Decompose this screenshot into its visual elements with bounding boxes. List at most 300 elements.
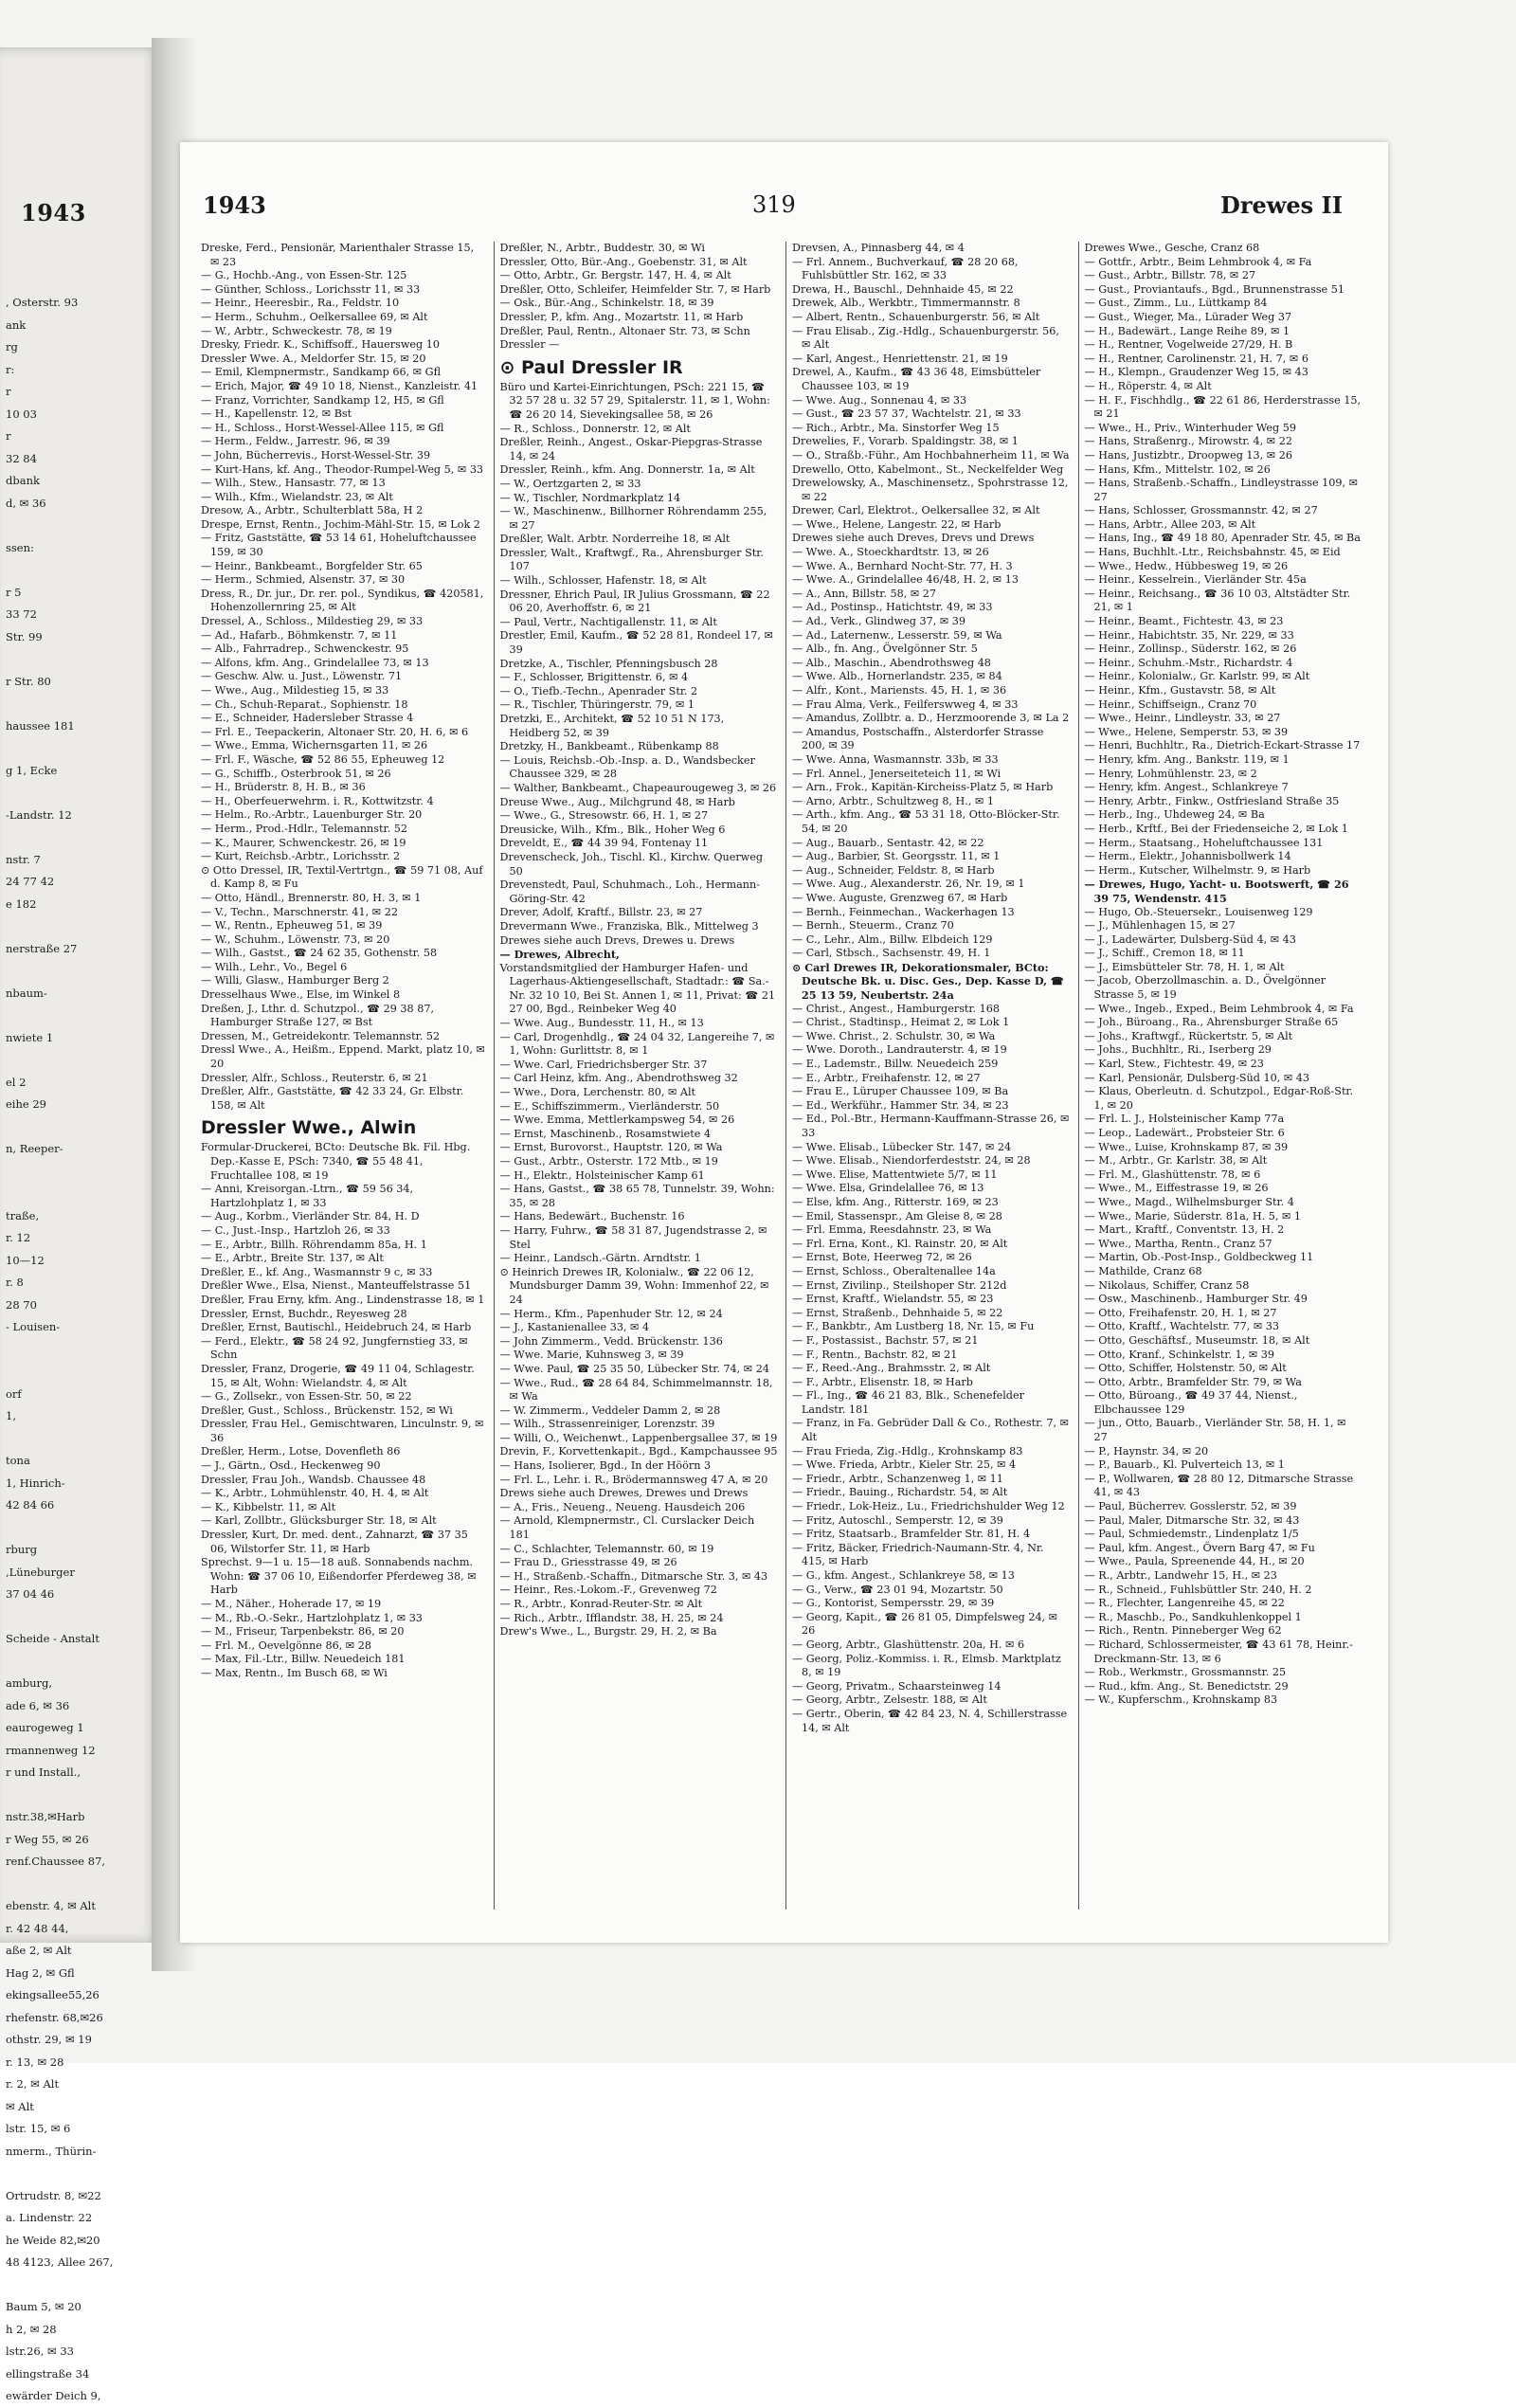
directory-entry: — R., Arbtr., Landwehr 15, H., ✉ 23 (1084, 1569, 1277, 1582)
directory-entry: Dresky, Friedr. K., Schiffsoff., Hauersweg 10 (201, 338, 440, 352)
directory-entry: — Herm., Prod.-Hdlr., Telemannstr. 52 (201, 822, 407, 835)
directory-entry: — Jacob, Oberzollmaschin. a. D., Övelgönner Strasse 5, ✉ 19 (1084, 974, 1326, 1002)
previous-page-line: 1, (6, 1409, 16, 1422)
directory-entry: — Rud., kfm. Ang., St. Benedictstr. 29 (1084, 1679, 1289, 1693)
directory-entry: Drespe, Ernst, Rentn., Jochim-Mähl-Str. 15, ✉ Lok 2 (201, 517, 480, 531)
directory-entry: — Osw., Maschinenb., Hamburger Str. 49 (1084, 1293, 1308, 1306)
previous-page-line: r. 13, ✉ 28 (6, 2055, 64, 2069)
directory-entry: — Ernst, Kraftf., Wielandstr. 55, ✉ 23 (792, 1293, 994, 1306)
previous-page-line: Str. 99 (6, 629, 43, 643)
directory-entry: Dreßler Wwe., Elsa, Nienst., Manteuffelstrasse 51 (201, 1279, 472, 1293)
directory-entry: Dreske, Ferd., Pensionär, Marienthaler Strasse 15, ✉ 23 (201, 242, 475, 268)
directory-entry: Drews siehe auch Drewes, Drewes und Drews (499, 1487, 749, 1500)
directory-entry: — Amandus, Zollbtr. a. D., Herzmoorende 3, ✉ La 2 (792, 712, 1070, 725)
directory-entry: — Hans, Gastst., ☎ 38 65 78, Tunnelstr. 39, Wohn: 35, ✉ 28 (499, 1183, 775, 1209)
directory-entry: — Wilh., Kfm., Wielandstr. 23, ✉ Alt (201, 490, 393, 503)
directory-entry: — W., Rentn., Epheuweg 51, ✉ 39 (201, 919, 383, 932)
directory-entry: — G., Kontorist, Sempersstr. 29, ✉ 39 (792, 1597, 995, 1610)
directory-entry: — G., Verw., ☎ 23 01 94, Mozartstr. 50 (792, 1583, 1003, 1596)
directory-entry: — Wwe. A., Stoeckhardtstr. 13, ✉ 26 (792, 546, 989, 559)
directory-entry: — A., Ann, Billstr. 58, ✉ 27 (792, 587, 937, 600)
directory-entry: — Frl. F., Wäsche, ☎ 52 86 55, Epheuweg 12 (201, 752, 445, 766)
directory-entry: — Klaus, Oberleutn. d. Schutzpol., Edgar-Roß-Str. 1, ✉ 20 (1084, 1085, 1354, 1112)
previous-page-text (6, 292, 157, 2408)
directory-entry: — Emil, Klempnermstr., Sandkamp 66, ✉ Gfl (201, 366, 442, 379)
previous-page-line (6, 1339, 157, 1362)
directory-entry: — E., Arbtr., Breite Str. 137, ✉ Alt (201, 1252, 384, 1265)
directory-entry: — P., Wollwaren, ☎ 28 80 12, Ditmarsche Strasse 41, ✉ 43 (1084, 1472, 1354, 1499)
directory-entry: — John Zimmerm., Vedd. Brückenstr. 136 (499, 1334, 723, 1348)
directory-entry: — Frl. L. J., Holsteinischer Kamp 77a (1084, 1113, 1285, 1126)
directory-entry: — F., Arbtr., Elisenstr. 18, ✉ Harb (792, 1375, 973, 1388)
directory-entry: — Wwe. Aug., Sonnenau 4, ✉ 33 (792, 393, 967, 407)
directory-entry: — Hugo, Ob.-Steuersekr., Louisenweg 129 (1084, 905, 1313, 918)
directory-entry: Dressler, Otto, Bür.-Ang., Goebenstr. 31, ✉ Alt (499, 255, 748, 268)
directory-entry: Dressler, Kurt, Dr. med. dent., Zahnarzt, ☎ 37 35 06, Wilstorfer Str. 11, ✉ Harb (201, 1529, 468, 1555)
previous-page-line (6, 693, 157, 715)
directory-entry: — Johs., Buchhltr., Ri., Iserberg 29 (1084, 1043, 1272, 1057)
directory-entry: ⊙ Carl Drewes IR, Dekorationsmaler, BCto: Deutsche Bk. u. Disc. Ges., Dep. Kasse D, ☎ 25 13 59, Neubertstr. 24a (792, 960, 1064, 1003)
directory-entry: Drewes Wwe., Gesche, Cranz 68 (1084, 242, 1260, 254)
directory-entry: Dressl Wwe., A., Heißm., Eppend. Markt, platz 10, ✉ 20 (201, 1043, 485, 1071)
directory-entry: — Wwe., Luise, Krohnskamp 87, ✉ 39 (1084, 1140, 1289, 1153)
directory-entry: — Wwe. A., Bernhard Nocht-Str. 77, H. 3 (792, 559, 1013, 572)
directory-entry: — H., Straßenb.-Schaffn., Ditmarsche Str. 3, ✉ 43 (499, 1569, 768, 1583)
directory-entry: — Paul, Vertr., Nachtigallenstr. 11, ✉ Alt (499, 615, 717, 628)
directory-entry: — W., Kupferschm., Krohnskamp 83 (1084, 1693, 1278, 1707)
directory-entry: — Herm., Kfm., Papenhuder Str. 12, ✉ 24 (499, 1307, 723, 1320)
directory-entry: — Herm., Schuhm., Oelkersallee 69, ✉ Alt (201, 310, 428, 323)
directory-entry: — V., Techn., Marschnerstr. 41, ✉ 22 (201, 905, 398, 918)
directory-entry: — Geschw. Alw. u. Just., Löwenstr. 71 (201, 670, 403, 683)
previous-page-line: - Louisen- (6, 1320, 61, 1333)
directory-entry: — Wwe. Marie, Kuhnsweg 3, ✉ 39 (499, 1349, 684, 1362)
directory-entry: — F., Schlosser, Brigittenstr. 6, ✉ 4 (499, 671, 689, 684)
directory-entry: — Frau Elisab., Zig.-Hdlg., Schauenburgerstr. 56, ✉ Alt (792, 324, 1059, 352)
directory-entry: — H., Brüderstr. 8, H. B., ✉ 36 (201, 781, 366, 794)
directory-entry: Dretzke, A., Tischler, Pfenningsbusch 28 (499, 657, 718, 670)
directory-entry: — Otto, Kranf., Schinkelstr. 1, ✉ 39 (1084, 1348, 1275, 1361)
directory-entry: — Wwe., Helene, Semperstr. 53, ✉ 39 (1084, 725, 1289, 738)
directory-columns (201, 242, 1363, 1910)
directory-entry: Drevin, F., Korvettenkapit., Bgd., Kampchaussee 95 (499, 1445, 778, 1458)
directory-entry: — Herm., Kutscher, Wilhelmstr. 9, ✉ Harb (1084, 863, 1311, 877)
directory-entry: — Frau D., Griesstrasse 49, ✉ 26 (499, 1556, 677, 1569)
directory-entry: — Frl. E., Teepackerin, Altonaer Str. 20, H. 6, ✉ 6 (201, 725, 469, 738)
directory-entry: — Hans, Arbtr., Allee 203, ✉ Alt (1084, 517, 1256, 531)
previous-page-line: n, Reeper- (6, 1142, 63, 1155)
directory-entry: — Wwe. Elsa, Grindelallee 76, ✉ 13 (792, 1182, 984, 1195)
directory-entry: Drever, Adolf, Kraftf., Billstr. 23, ✉ 27 (499, 906, 703, 919)
directory-entry: — Georg, Arbtr., Glashüttenstr. 20a, H. ✉ 6 (792, 1638, 1025, 1651)
previous-page-line: r Str. 80 (6, 674, 51, 688)
previous-page-line: r. 42 48 44, (6, 1921, 69, 1935)
directory-entry: Dressler Wwe., Alwin (201, 1117, 417, 1139)
previous-page-line (6, 2274, 157, 2297)
directory-entry: — F., Bankbtr., Am Lustberg 18, Nr. 15, ✉ Fu (792, 1320, 1035, 1333)
directory-entry: — Richard, Schlossermeister, ☎ 43 61 78, Heinr.-Dreckmann-Str. 13, ✉ 6 (1084, 1638, 1353, 1665)
page-number: 319 (752, 191, 796, 218)
previous-page-line: a. Lindenstr. 22 (6, 2211, 93, 2224)
directory-entry: — J., Kastanienallee 33, ✉ 4 (499, 1321, 650, 1334)
directory-entry: — Hans, Ing., ☎ 49 18 80, Apenrader Str. 45, ✉ Ba (1084, 532, 1361, 545)
directory-entry: Dreßler, Walt. Arbtr. Norderreihe 18, ✉ Alt (499, 533, 731, 546)
directory-entry: — F., Postassist., Bachstr. 57, ✉ 21 (792, 1333, 979, 1347)
directory-entry: Dreveldt, E., ☎ 44 39 94, Fontenay 11 (499, 837, 709, 850)
directory-entry: — Paul, Bücherrev. Gosslerstr. 52, ✉ 39 (1084, 1500, 1297, 1513)
directory-entry: — Aug., Bauarb., Sentastr. 42, ✉ 22 (792, 836, 984, 849)
directory-entry: — John, Bücherrevis., Horst-Wessel-Str. 39 (201, 448, 431, 462)
directory-entry: — Otto, Händl., Brennerstr. 80, H. 3, ✉ 1 (201, 891, 422, 904)
directory-entry: — Wwe., Heinr., Lindleystr. 33, ✉ 27 (1084, 712, 1281, 725)
directory-entry: — Rich., Arbtr., Ifflandstr. 38, H. 25, ✉ 24 (499, 1611, 724, 1624)
directory-entry: — Wwe. Auguste, Grenzweg 67, ✉ Harb (792, 891, 1008, 904)
previous-page-line: amburg, (6, 1676, 53, 1690)
directory-entry: Drewer, Carl, Elektrot., Oelkersallee 32, ✉ Alt (792, 504, 1040, 517)
directory-entry: — Max, Rentn., Im Busch 68, ✉ Wi (201, 1666, 388, 1679)
previous-page-line: ellingstraße 34 (6, 2366, 90, 2381)
directory-entry: — Alb., Maschin., Abendrothsweg 48 (792, 656, 991, 669)
directory-entry: — Karl, Zollbtr., Glücksburger Str. 18, ✉ Alt (201, 1514, 437, 1528)
directory-entry: — Wwe. Paul, ☎ 25 35 50, Lübecker Str. 74, ✉ 24 (499, 1362, 769, 1375)
directory-entry: — Wilh., Gastst., ☎ 24 62 35, Gothenstr. 58 (201, 947, 438, 960)
directory-entry: — H., Badewärt., Lange Reihe 89, ✉ 1 (1084, 324, 1290, 337)
previous-page-line: othstr. 29, ✉ 19 (6, 2033, 92, 2046)
directory-entry: — P., Haynstr. 34, ✉ 20 (1084, 1444, 1209, 1457)
previous-page-line: el 2 (6, 1075, 27, 1089)
previous-page-strip (0, 47, 161, 2402)
directory-entry: — M., Näher., Hoherade 17, ✉ 19 (201, 1598, 382, 1610)
directory-entry: Dressen, M., Getreidekontr. Telemannstr. 52 (201, 1029, 441, 1042)
directory-entry: — O., Tiefb.-Techn., Apenrader Str. 2 (499, 684, 698, 697)
directory-entry: Drewelowsky, A., Maschinensetz., Spohrstrasse 12, ✉ 22 (792, 477, 1069, 503)
directory-entry: — Frl. Emma, Reesdahnstr. 23, ✉ Wa (792, 1223, 992, 1237)
directory-entry: Drewa, H., Bauschl., Dehnhaide 45, ✉ 22 (792, 282, 1014, 296)
directory-entry: — Georg, Kapit., ☎ 26 81 05, Dimpfelsweg 24, ✉ 26 (792, 1610, 1058, 1638)
directory-entry: — Ad., Verk., Glindweg 37, ✉ 39 (792, 615, 966, 628)
directory-entry: Dreßler, Ernst, Bautischl., Heidebruch 24, ✉ Harb (201, 1321, 472, 1334)
directory-entry: — G., Zollsekr., von Essen-Str. 50, ✉ 22 (201, 1390, 412, 1403)
directory-entry: — Frau Alma, Verk., Feilferswweg 4, ✉ 33 (792, 697, 1019, 711)
directory-entry: — Wwe. Alb., Hornerlandstr. 235, ✉ 84 (792, 670, 1002, 683)
directory-entry: — Arth., kfm. Ang., ☎ 53 31 18, Otto-Blöcker-Str. 54, ✉ 20 (792, 808, 1060, 835)
previous-page-line: r. 8 (6, 1276, 24, 1289)
directory-page (180, 142, 1388, 1943)
directory-entry: Dressler, Walt., Kraftwgf., Ra., Ahrensburger Str. 107 (499, 546, 764, 573)
directory-entry: — Frau Frieda, Zig.-Hdlg., Krohnskamp 83 (792, 1444, 1023, 1457)
directory-entry: — Frl. Annem., Buchverkauf, ☎ 28 20 68, Fuhlsbüttler Str. 162, ✉ 33 (792, 255, 1019, 282)
previous-page-line (6, 960, 157, 983)
directory-entry: — J., Eimsbütteler Str. 78, H. 1, ✉ Alt (1084, 960, 1285, 973)
directory-column (201, 242, 486, 1910)
directory-entry: — Hans, Straßenrg., Mirowstr. 4, ✉ 22 (1084, 435, 1292, 448)
previous-page-line: e 182 (6, 896, 37, 911)
directory-entry: Dreßler, Herm., Lotse, Dovenfleth 86 (201, 1445, 401, 1458)
directory-entry: Dreßler, Gust., Schloss., Brückenstr. 152, ✉ Wi (201, 1403, 453, 1417)
directory-entry: — Wwe., Paula, Spreenende 44, H., ✉ 20 (1084, 1555, 1305, 1568)
directory-entry: — Heinr., Kolonialw., Gr. Karlstr. 99, ✉ Alt (1084, 670, 1310, 683)
directory-entry: Drewel, A., Kaufm., ☎ 43 36 48, Eimsbütteler Chaussee 103, ✉ 19 (792, 366, 1041, 392)
previous-page-line: r und Install., (6, 1765, 81, 1779)
directory-entry: — Gertr., Oberin, ☎ 42 84 23, N. 4, Schillerstrasse 14, ✉ Alt (792, 1707, 1068, 1734)
directory-entry: — Friedr., Lok-Heiz., Lu., Friedrichshulder Weg 12 (792, 1500, 1065, 1513)
directory-entry: — Aug., Barbier, St. Georgsstr. 11, ✉ 1 (792, 850, 1001, 863)
directory-entry: — Willi, Glasw., Hamburger Berg 2 (201, 974, 389, 987)
directory-entry: — Henry, Lohmühlenstr. 23, ✉ 2 (1084, 767, 1257, 780)
page-header (203, 191, 1363, 229)
directory-column (1078, 242, 1363, 1910)
directory-entry: Dressel, A., Schloss., Mildestieg 29, ✉ 33 (201, 615, 424, 628)
directory-entry: — Amandus, Postschaffn., Alsterdorfer Strasse 200, ✉ 39 (792, 725, 1044, 752)
directory-entry: — Arno, Arbtr., Schultzweg 8, H., ✉ 1 (792, 794, 995, 807)
directory-entry: — J., Ladewärter, Dulsberg-Süd 4, ✉ 43 (1084, 932, 1296, 946)
directory-entry: — Wwe., Marie, Süderstr. 81a, H. 5, ✉ 1 (1084, 1209, 1302, 1222)
directory-entry: — Alb., fn. Ang., Övelgönner Str. 5 (792, 643, 978, 656)
directory-entry: — J., Schiff., Cremon 18, ✉ 11 (1084, 947, 1245, 960)
directory-entry: — Wwe., Aug., Mildestieg 15, ✉ 33 (201, 684, 389, 697)
previous-page-line (6, 1161, 157, 1184)
directory-entry: — Drewes, Albrecht, (499, 948, 620, 962)
directory-entry: — R., Schloss., Donnerstr. 12, ✉ Alt (499, 422, 691, 435)
directory-entry: Dreßler, Reinh., Angest., Oskar-Piepgras-Strasse 14, ✉ 24 (499, 436, 763, 462)
previous-page-line (6, 1361, 157, 1384)
directory-entry: Dretzki, E., Architekt, ☎ 52 10 51 N 173, Heidberg 52, ✉ 39 (499, 713, 725, 739)
previous-page-line: rmannenweg 12 (6, 1743, 96, 1757)
previous-page-line: 32 84 (6, 451, 37, 465)
previous-page-line: h 2, ✉ 28 (6, 2322, 57, 2336)
directory-entry: — Heinr., Bankbeamt., Borgfelder Str. 65 (201, 559, 423, 572)
directory-entry: — Aug., Korbm., Vierländer Str. 84, H. D (201, 1210, 420, 1223)
previous-page-line (6, 915, 157, 938)
previous-page-line: r. 2, ✉ Alt (6, 2077, 60, 2091)
directory-entry: — Wwe. A., Grindelallee 46/48, H. 2, ✉ 13 (792, 573, 1019, 587)
directory-entry: Drew's Wwe., L., Burgstr. 29, H. 2, ✉ Ba (499, 1625, 717, 1639)
previous-page-line (6, 1784, 157, 1807)
directory-entry: — Wilh., Schlosser, Hafenstr. 18, ✉ Alt (499, 574, 707, 588)
directory-entry: — G., Schiffb., Osterbrook 51, ✉ 26 (201, 767, 391, 780)
directory-entry: — Otto, Arbtr., Bramfelder Str. 79, ✉ Wa (1084, 1375, 1302, 1388)
directory-entry: Dreßler, E., kf. Ang., Wasmannstr 9 c, ✉ 33 (201, 1265, 433, 1278)
directory-entry: — Wwe. Elisab., Lübecker Str. 147, ✉ 24 (792, 1140, 1012, 1153)
previous-page-line: lstr. 15, ✉ 6 (6, 2122, 71, 2135)
directory-entry: — Arnold, Klempnermstr., Cl. Curslacker Deich 181 (499, 1514, 755, 1542)
directory-entry: — Fritz, Gaststätte, ☎ 53 14 61, Hoheluftchaussee 159, ✉ 30 (201, 532, 477, 559)
directory-entry: — M., Friseur, Tarpenbekstr. 86, ✉ 20 (201, 1625, 405, 1639)
previous-page-line (6, 1183, 157, 1205)
directory-entry: Dresselhaus Wwe., Else, im Winkel 8 (201, 988, 401, 1002)
directory-entry: — Günther, Schloss., Lorichsstr 11, ✉ 33 (201, 282, 421, 296)
previous-page-line: 42 84 66 (6, 1498, 55, 1512)
directory-entry: — Helm., Ro.-Arbtr., Lauenburger Str. 20 (201, 808, 423, 822)
directory-entry: — Gust., Arbtr., Osterstr. 172 Mtb., ✉ 19 (499, 1155, 718, 1168)
directory-entry: — Wwe., Martha, Rentn., Cranz 57 (1084, 1237, 1272, 1250)
directory-entry: — Heinr., Zollinsp., Süderstr. 162, ✉ 26 (1084, 643, 1297, 656)
directory-column (785, 242, 1071, 1910)
directory-entry: — Otto, Büroang., ☎ 49 37 44, Nienst., Elbchaussee 129 (1084, 1389, 1298, 1416)
directory-entry: — Frl. Erna, Kont., Kl. Rainstr. 20, ✉ Alt (792, 1237, 1008, 1250)
directory-entry: — Else, kfm. Ang., Ritterstr. 169, ✉ 23 (792, 1195, 999, 1208)
directory-entry: ⊙ Heinrich Drewes IR, Kolonialw., ☎ 22 06 12, Mundsburger Damm 39, Wohn: Immenhof 22, ✉ 24 (499, 1265, 769, 1306)
directory-entry: — H., Rentner, Vogelweide 27/29, H. B (1084, 338, 1293, 352)
directory-entry: Dressler, Alfr., Schloss., Reuterstr. 6, ✉ 21 (201, 1071, 428, 1084)
directory-entry: — G., Hochb.-Ang., von Essen-Str. 125 (201, 269, 407, 282)
previous-page-year: 1943 (21, 199, 86, 226)
directory-entry: — Mart., Kraftf., Conventstr. 13, H. 2 (1084, 1223, 1285, 1237)
directory-entry: — E., Schneider, Hadersleber Strasse 4 (201, 712, 414, 725)
directory-entry: — E., Lademstr., Billw. Neuedeich 259 (792, 1058, 999, 1071)
previous-page-line: g 1, Ecke (6, 763, 58, 777)
directory-entry: — Nikolaus, Schiffer, Cranz 58 (1084, 1278, 1250, 1292)
directory-entry: — F., Reed.-Ang., Brahmsstr. 2, ✉ Alt (792, 1362, 991, 1375)
directory-entry: — Drewes, Hugo, Yacht- u. Bootswerft, ☎ 26 39 75, Wendenstr. 415 (1084, 878, 1349, 905)
directory-entry: Dreusicke, Wilh., Kfm., Blk., Hoher Weg 6 (499, 823, 726, 836)
directory-entry: — Ernst, Maschinenb., Rosamstwiete 4 (499, 1127, 712, 1140)
directory-entry: — Wilh., Stew., Hansastr. 77, ✉ 13 (201, 477, 386, 490)
header-year: 1943 (203, 191, 266, 219)
directory-entry: Dress, R., Dr. jur., Dr. rer. pol., Syndikus, ☎ 420581, Hohenzollernring 25, ✉ Alt (201, 587, 484, 614)
directory-entry: Dressler, Franz, Drogerie, ☎ 49 11 04, Schlagestr. 15, ✉ Alt, Wohn: Wielandstr. 4, ✉ Alt (201, 1362, 475, 1389)
directory-entry: — F., Rentn., Bachstr. 82, ✉ 21 (792, 1348, 958, 1361)
previous-page-line: Hag 2, ✉ Gfl (6, 1965, 75, 1980)
directory-entry: — R., Maschb., Po., Sandkuhlenkoppel 1 (1084, 1610, 1302, 1623)
directory-entry: Dressler, Frau Hel., Gemischtwaren, Linculnstr. 9, ✉ 36 (201, 1418, 484, 1444)
previous-page-line: nmerm., Thürin- (6, 2144, 97, 2158)
directory-entry: — R., Arbtr., Konrad-Reuter-Str. ✉ Alt (499, 1598, 703, 1610)
directory-entry: — Hans, Schlosser, Grossmannstr. 42, ✉ 27 (1084, 504, 1318, 517)
directory-entry: — Erich, Major, ☎ 49 10 18, Nienst., Kanzleistr. 41 (201, 379, 478, 392)
directory-entry: — Hans, Buchhlt.-Ltr., Reichsbahnstr. 45, ✉ Eid (1084, 546, 1341, 559)
previous-page-line (6, 1005, 157, 1027)
directory-entry: — Herm., Staatsang., Hoheluftchaussee 131 (1084, 836, 1324, 849)
directory-entry: — Frl. M., Glashüttenstr. 78, ✉ 6 (1084, 1168, 1261, 1181)
directory-entry: — M., Rb.-O.-Sekr., Hartzlohplatz 1, ✉ 33 (201, 1611, 423, 1624)
directory-entry: — Herb., Krftf., Bei der Friedenseiche 2, ✉ Lok 1 (1084, 822, 1348, 835)
directory-entry: — Fritz, Bäcker, Friedrich-Naumann-Str. 4, Nr. 415, ✉ Harb (792, 1541, 1044, 1568)
previous-page-line (6, 826, 157, 849)
directory-entry: — Ed., Pol.-Btr., Hermann-Kauffmann-Strasse 26, ✉ 33 (792, 1113, 1070, 1139)
directory-entry: — Karl, Angest., Henriettenstr. 21, ✉ 19 (792, 352, 1008, 365)
directory-entry: Dresow, A., Arbtr., Schulterblatt 58a, H 2 (201, 504, 424, 517)
directory-entry: — Martin, Ob.-Post-Insp., Goldbeckweg 11 (1084, 1251, 1314, 1264)
directory-entry: — H., Oberfeuerwehrm. i. R., Kottwitzstr. 4 (201, 794, 434, 807)
directory-entry: — Franz, in Fa. Gebrüder Dall & Co., Rothestr. 7, ✉ Alt (792, 1417, 1070, 1444)
directory-entry: — H. F., Fischhdlg., ☎ 22 61 86, Herderstrasse 15, ✉ 21 (1084, 393, 1362, 421)
directory-entry: — Ernst, Zivilinp., Steilshoper Str. 212d (792, 1278, 1007, 1292)
previous-page-line: nwiete 1 (6, 1030, 54, 1044)
directory-entry: — Otto, Schiffer, Holstenstr. 50, ✉ Alt (1084, 1362, 1287, 1375)
previous-page-line: nstr.38,✉Harb (6, 1810, 85, 1823)
directory-entry: — Alfr., Kont., Mariensts. 45, H. 1, ✉ 36 (792, 684, 1007, 697)
directory-entry: — Herm., Feldw., Jarrestr. 96, ✉ 39 (201, 435, 390, 448)
directory-entry: — Herm., Elektr., Johannisbollwerk 14 (1084, 850, 1291, 863)
previous-page-line: rburg (6, 1543, 38, 1556)
directory-entry: — Ad., Laternenw., Lesserstr. 59, ✉ Wa (792, 628, 1002, 642)
directory-entry: Dreßler, Otto, Schleifer, Heimfelder Str. 7, ✉ Harb (499, 282, 771, 296)
directory-entry: — Henry, Arbtr., Finkw., Ostfriesland Straße 35 (1084, 794, 1340, 807)
directory-entry: — Alb., Fahrradrep., Schwenckestr. 95 (201, 643, 409, 656)
directory-entry: Drewes siehe auch Dreves, Drevs und Drews (792, 532, 1035, 545)
directory-entry: — Max, Fil.-Ltr., Billw. Neuedeich 181 (201, 1653, 406, 1666)
directory-entry: — Otto, Kraftf., Wachtelstr. 77, ✉ 33 (1084, 1320, 1280, 1333)
directory-entry: — H., Rentner, Carolinenstr. 21, H. 7, ✉ 6 (1084, 352, 1308, 365)
directory-entry: Büro und Kartei-Einrichtungen, PSch: 221 15, ☎ 32 57 28 u. 32 57 29, Spitalerstr. 11, ✉ 1, Wohn: ☎ 26 20 14, Sievekingsallee 58, ✉ 26 (499, 380, 770, 421)
directory-entry: — W. Zimmerm., Veddeler Damm 2, ✉ 28 (499, 1403, 721, 1417)
directory-entry: — K., Maurer, Schwenckestr. 26, ✉ 19 (201, 836, 406, 849)
previous-page-line: r: (6, 362, 15, 376)
running-head: Drewes II (1220, 191, 1343, 219)
directory-entry: — W., Schuhm., Löwenstr. 73, ✉ 20 (201, 932, 390, 946)
directory-entry: — Otto, Freihafenstr. 20, H. 1, ✉ 27 (1084, 1306, 1277, 1319)
directory-entry: — Wwe. Christ., 2. Schulstr. 30, ✉ Wa (792, 1029, 996, 1042)
previous-page-line: 10 03 (6, 407, 37, 421)
directory-entry: Drevermann Wwe., Franziska, Blk., Mittelweg 3 (499, 919, 759, 932)
previous-page-line: aße 2, ✉ Alt (6, 1944, 72, 1957)
previous-page-line: nstr. 7 (6, 852, 41, 866)
directory-entry: — Carl, Stbsch., Sachsenstr. 49, H. 1 (792, 947, 991, 960)
directory-entry: — Fritz, Staatsarb., Bramfelder Str. 81, H. 4 (792, 1528, 1031, 1541)
directory-entry: Drevsen, A., Pinnasberg 44, ✉ 4 (792, 242, 965, 254)
previous-page-line (6, 737, 157, 760)
directory-entry: — E., Schiffszimmerm., Vierländerstr. 50 (499, 1099, 720, 1113)
previous-page-line: ekingsallee55,26 (6, 1988, 99, 2001)
directory-entry: — Franz, Vorrichter, Sandkamp 12, H5, ✉ Gfl (201, 393, 444, 407)
previous-page-line: -Landstr. 12 (6, 807, 72, 822)
directory-entry: — Heinr., Res.-Lokom.-F., Grevenweg 72 (499, 1584, 717, 1597)
previous-page-line: ank (6, 317, 27, 332)
directory-entry: — Wwe. Doroth., Landrauterstr. 4, ✉ 19 (792, 1043, 1007, 1057)
directory-entry: Dressler, Ernst, Buchdr., Reyesweg 28 (201, 1307, 407, 1320)
directory-entry: — Herm., Schmied, Alsenstr. 37, ✉ 30 (201, 573, 406, 587)
directory-entry: — Ernst, Schloss., Oberaltenallee 14a (792, 1264, 996, 1277)
directory-entry: — Georg, Privatm., Schaarsteinweg 14 (792, 1679, 1002, 1693)
previous-page-line: dbank (6, 474, 40, 487)
previous-page-line: eaurogeweg 1 (6, 1721, 84, 1734)
directory-column (494, 242, 779, 1910)
previous-page-line: 1, Hinrich- (6, 1476, 65, 1490)
previous-page-line: traße, (6, 1208, 40, 1222)
directory-entry: — G., kfm. Angest., Schlankreye 58, ✉ 13 (792, 1569, 1015, 1582)
previous-page-line (6, 782, 157, 805)
previous-page-line: ,Lüneburger (6, 1565, 75, 1579)
directory-entry: — Osk., Bür.-Ang., Schinkelstr. 18, ✉ 39 (499, 297, 714, 310)
directory-entry: — Johs., Kraftwgf., Rückertstr. 5, ✉ Alt (1084, 1029, 1293, 1042)
directory-entry: Vorstandsmitglied der Hamburger Hafen- und Lagerhaus-Aktiengesellschaft, Stadtadr.: ☎ Sa.-Nr. 32 10 10, Bei St. Annen 1, ✉ 11, Privat: ☎ 21 27 00, Bgd., Reinbeker Weg 40 (499, 961, 776, 1016)
directory-entry: — Hans, Isolierer, Bgd., In der Höörn 3 (499, 1459, 712, 1473)
previous-page-line: nbaum- (6, 986, 47, 1000)
directory-entry: — Ch., Schuh-Reparat., Sophienstr. 18 (201, 697, 408, 711)
previous-page-line (6, 1874, 157, 1896)
directory-entry: — Heinr., Schiffseign., Cranz 70 (1084, 697, 1257, 711)
directory-entry: — Henry, kfm. Angest., Schlankreye 7 (1084, 781, 1289, 794)
directory-entry: — K., Kibbelstr. 11, ✉ Alt (201, 1500, 336, 1513)
directory-entry: — Frl. M., Oevelgönne 86, ✉ 28 (201, 1639, 371, 1652)
directory-entry: — H., Kapellenstr. 12, ✉ Bst (201, 407, 352, 421)
previous-page-line: tona (6, 1454, 30, 1467)
previous-page-line: ebenstr. 4, ✉ Alt (6, 1899, 96, 1912)
directory-entry: — Ferd., Elektr., ☎ 58 24 92, Jungfernstieg 33, ✉ Schn (201, 1334, 468, 1362)
directory-entry: — Carl, Drogenhdlg., ☎ 24 04 32, Langereihe 7, ✉ 1, Wohn: Gurlittstr. 8, ✉ 1 (499, 1030, 775, 1058)
directory-entry: — Frl. Annel., Jenerseiteteich 11, ✉ Wi (792, 767, 1002, 780)
directory-entry: Dressler — (499, 338, 560, 352)
directory-entry: — Rich., Rentn. Pinneberger Weg 62 (1084, 1624, 1282, 1638)
directory-entry: — Carl Heinz, kfm. Ang., Abendrothsweg 32 (499, 1072, 738, 1085)
directory-entry: — Alfons, kfm. Ang., Grindelallee 73, ✉ 13 (201, 656, 429, 669)
directory-entry: — Heinr., Beamt., Fichtestr. 43, ✉ 23 (1084, 615, 1284, 628)
previous-page-line: , Osterstr. 93 (6, 296, 79, 309)
directory-entry: — Wwe., H., Priv., Winterhuder Weg 59 (1084, 421, 1296, 434)
previous-page-line: orf (6, 1386, 22, 1401)
directory-entry: — Gust., Zimm., Lu., Lüttkamp 84 (1084, 297, 1268, 310)
